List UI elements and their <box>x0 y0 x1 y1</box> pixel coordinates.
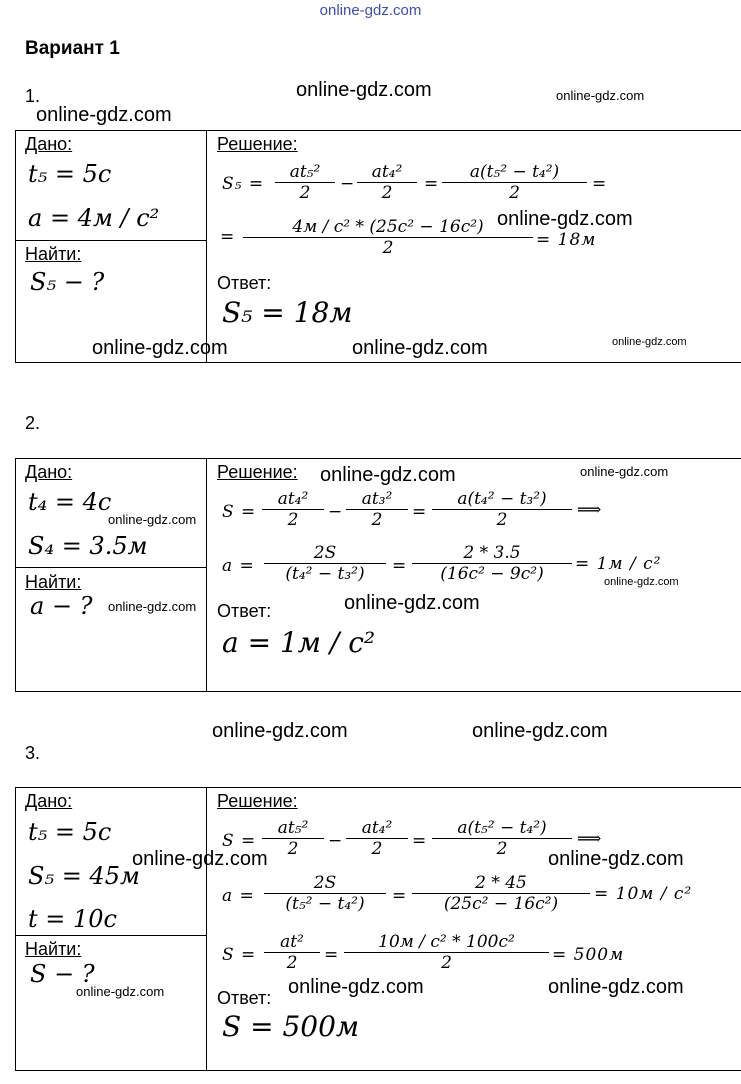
watermark: online-gdz.com <box>108 599 197 614</box>
watermark: online-gdz.com <box>320 464 456 486</box>
formula-part: − <box>328 502 344 522</box>
given-label: Дано: <box>25 134 73 154</box>
implies-arrow: ⟹ <box>577 829 603 849</box>
watermark: online-gdz.com <box>548 848 684 870</box>
fraction: 2S (t₅² − t₄²) <box>264 873 386 914</box>
answer-value: S = 500м <box>222 1010 360 1043</box>
watermark: online-gdz.com <box>132 848 268 870</box>
fraction: a(t₅² − t₄²) 2 <box>432 818 572 859</box>
divider <box>15 567 206 568</box>
fraction: 2 * 3.5 (16c² − 9c²) <box>412 543 572 584</box>
divider <box>206 130 207 363</box>
fraction: at₄² 2 <box>357 162 417 203</box>
problem-number: 3. <box>25 743 41 763</box>
divider <box>15 935 206 936</box>
formula-part: S = <box>222 502 257 522</box>
fraction: 10м / c² * 100c² 2 <box>344 932 549 973</box>
watermark: online-gdz.com <box>108 512 197 527</box>
fraction: at₄² 2 <box>262 489 324 530</box>
given-value: t₄ = 4c <box>28 488 112 516</box>
answer-value: S₅ = 18м <box>222 296 353 329</box>
formula-part: = <box>220 227 236 247</box>
fraction: at₅² 2 <box>262 818 324 859</box>
solution-label: Решение: <box>217 134 298 154</box>
find-value: S₅ − ? <box>30 268 105 296</box>
watermark: online-gdz.com <box>212 720 348 742</box>
formula-part: = 1м / c² <box>575 554 662 574</box>
formula-part: = <box>392 886 408 906</box>
watermark: online-gdz.com <box>76 984 165 999</box>
problem-number: 2. <box>25 413 41 433</box>
formula-part: a = <box>222 886 255 906</box>
watermark: online-gdz.com <box>36 104 172 126</box>
given-value: S₅ = 45м <box>28 862 140 890</box>
fraction: at₄² 2 <box>346 818 408 859</box>
formula-part: S₅ = <box>222 174 265 194</box>
answer-label: Ответ: <box>217 601 272 621</box>
given-label: Дано: <box>25 791 73 811</box>
given-value: S₄ = 3.5м <box>28 532 148 560</box>
divider <box>206 458 207 692</box>
fraction: at₃² 2 <box>346 489 408 530</box>
formula-part: = <box>324 945 340 965</box>
given-label: Дано: <box>25 462 73 482</box>
answer-label: Ответ: <box>217 273 272 293</box>
given-value: a = 4м / c² <box>28 204 160 232</box>
watermark: online-gdz.com <box>92 337 228 359</box>
formula-part: = <box>424 174 440 194</box>
formula-part: S = <box>222 945 257 965</box>
formula-part: = <box>392 556 408 576</box>
find-value: S − ? <box>30 960 95 988</box>
fraction: 2 * 45 (25c² − 16c²) <box>412 873 590 914</box>
formula-part: − <box>328 831 344 851</box>
watermark: online-gdz.com <box>497 208 633 230</box>
fraction: 4м / c² * (25c² − 16c²) 2 <box>243 217 533 258</box>
watermark: online-gdz.com <box>296 79 432 101</box>
watermark: online-gdz.com <box>352 337 488 359</box>
page-title: Вариант 1 <box>25 38 120 59</box>
formula-part: − <box>340 174 356 194</box>
watermark: online-gdz.com <box>288 976 424 998</box>
fraction: at² 2 <box>264 932 320 973</box>
formula-part: S = <box>222 831 257 851</box>
given-value: t₅ = 5c <box>28 160 112 188</box>
implies-arrow: ⟹ <box>577 500 603 520</box>
divider <box>15 240 206 241</box>
fraction: 2S (t₄² − t₃²) <box>264 543 386 584</box>
formula-part: = <box>592 174 608 194</box>
formula-part: = 10м / c² <box>594 884 693 904</box>
formula-part: = 18м <box>536 230 597 250</box>
answer-label: Ответ: <box>217 988 272 1008</box>
watermark: online-gdz.com <box>612 336 687 348</box>
watermark: online-gdz.com <box>548 976 684 998</box>
solution-label: Решение: <box>217 791 298 811</box>
watermark: online-gdz.com <box>472 720 608 742</box>
formula-part: = <box>412 831 428 851</box>
fraction: at₅² 2 <box>275 162 335 203</box>
given-value: t = 10c <box>28 905 117 933</box>
watermark: online-gdz.com <box>556 88 645 103</box>
fraction: a(t₅² − t₄²) 2 <box>442 162 587 203</box>
given-value: t₅ = 5c <box>28 818 112 846</box>
watermark: online-gdz.com <box>319 2 422 19</box>
watermark: online-gdz.com <box>604 576 679 588</box>
find-value: a − ? <box>30 592 93 620</box>
formula-part: = <box>412 502 428 522</box>
watermark: online-gdz.com <box>344 592 480 614</box>
formula-part: = 500м <box>552 945 625 965</box>
solution-label: Решение: <box>217 462 298 482</box>
fraction: a(t₄² − t₃²) 2 <box>432 489 572 530</box>
answer-value: a = 1м / c² <box>222 626 376 659</box>
formula-part: a = <box>222 556 255 576</box>
problem-number: 1. <box>25 86 41 106</box>
find-label: Найти: <box>25 939 82 959</box>
find-label: Найти: <box>25 244 82 264</box>
find-label: Найти: <box>25 572 82 592</box>
divider <box>206 787 207 1071</box>
watermark: online-gdz.com <box>580 464 669 479</box>
